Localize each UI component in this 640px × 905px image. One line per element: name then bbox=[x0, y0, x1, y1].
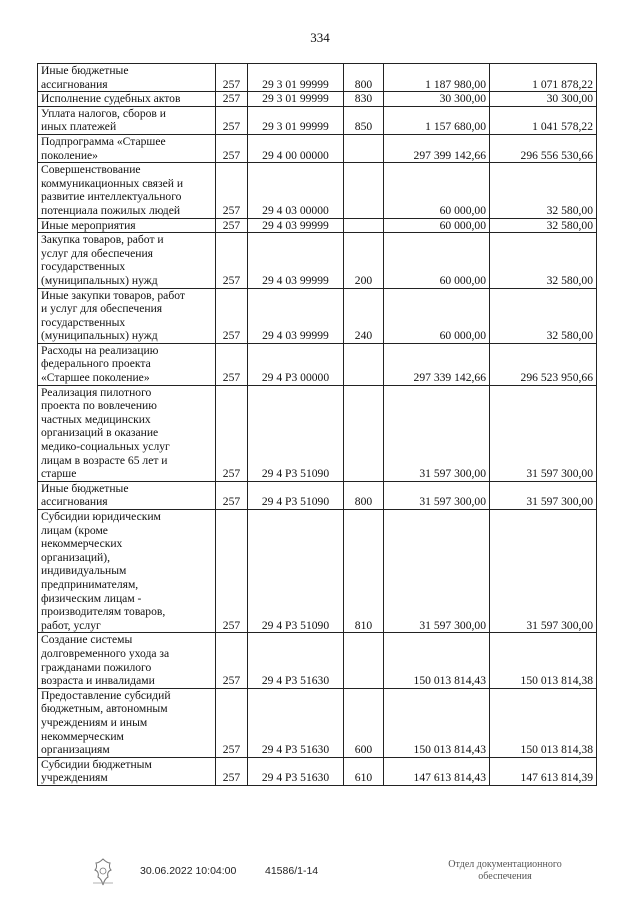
row-sum-second-cell: 31 597 300,00 bbox=[490, 385, 597, 481]
row-code-cell: 257 bbox=[216, 233, 248, 288]
document-footer bbox=[0, 855, 640, 895]
budget-table-body bbox=[38, 64, 597, 786]
row-code-cell: 257 bbox=[216, 510, 248, 633]
table-row bbox=[38, 385, 597, 481]
table-row bbox=[38, 218, 597, 233]
row-sum-second-cell: 1 071 878,22 bbox=[490, 64, 597, 92]
row-article-cell: 29 4 03 99999 bbox=[248, 233, 344, 288]
row-type-cell: 800 bbox=[344, 481, 384, 509]
row-name-cell: Реализация пилотного проекта по вовлечению частных медицинских организаций в оказание медико-социальных услуг лицам в возрасте 65 лет и старше bbox=[38, 385, 216, 481]
row-sum-first-cell: 147 613 814,43 bbox=[384, 757, 490, 785]
row-name-cell: Субсидии бюджетным учреждениям bbox=[38, 757, 216, 785]
row-article-cell: 29 3 01 99999 bbox=[248, 92, 344, 107]
row-code-cell: 257 bbox=[216, 633, 248, 688]
row-code-cell: 257 bbox=[216, 288, 248, 343]
row-name-cell: Создание системы долговременного ухода за гражданами пожилого возраста и инвалидами bbox=[38, 633, 216, 688]
table-row bbox=[38, 757, 597, 785]
row-type-cell bbox=[344, 218, 384, 233]
table-row bbox=[38, 64, 597, 92]
row-sum-first-cell: 150 013 814,43 bbox=[384, 688, 490, 757]
row-type-cell: 200 bbox=[344, 233, 384, 288]
row-sum-second-cell: 150 013 814,38 bbox=[490, 633, 597, 688]
row-article-cell: 29 4 P3 51090 bbox=[248, 481, 344, 509]
row-article-cell: 29 4 P3 00000 bbox=[248, 343, 344, 385]
row-type-cell bbox=[344, 633, 384, 688]
row-sum-first-cell: 297 339 142,66 bbox=[384, 343, 490, 385]
row-sum-second-cell: 296 523 950,66 bbox=[490, 343, 597, 385]
row-type-cell: 810 bbox=[344, 510, 384, 633]
row-type-cell: 240 bbox=[344, 288, 384, 343]
table-row bbox=[38, 288, 597, 343]
row-type-cell bbox=[344, 385, 384, 481]
row-name-cell: Иные закупки товаров, работ и услуг для обеспечения государственных (муниципальных) нужд bbox=[38, 288, 216, 343]
row-name-cell: Совершенствование коммуникационных связей и развитие интеллектуального потенциала пожилых людей bbox=[38, 163, 216, 218]
row-type-cell: 830 bbox=[344, 92, 384, 107]
row-type-cell: 850 bbox=[344, 106, 384, 134]
row-article-cell: 29 4 P3 51630 bbox=[248, 757, 344, 785]
row-type-cell: 610 bbox=[344, 757, 384, 785]
table-row bbox=[38, 633, 597, 688]
row-code-cell: 257 bbox=[216, 92, 248, 107]
row-article-cell: 29 4 P3 51090 bbox=[248, 385, 344, 481]
row-name-cell: Расходы на реализацию федерального проекта «Старшее поколение» bbox=[38, 343, 216, 385]
row-sum-first-cell: 297 399 142,66 bbox=[384, 134, 490, 162]
row-sum-first-cell: 60 000,00 bbox=[384, 233, 490, 288]
row-sum-first-cell: 60 000,00 bbox=[384, 163, 490, 218]
row-code-cell: 257 bbox=[216, 218, 248, 233]
row-sum-second-cell: 296 556 530,66 bbox=[490, 134, 597, 162]
table-row bbox=[38, 134, 597, 162]
row-name-cell: Подпрограмма «Старшее поколение» bbox=[38, 134, 216, 162]
row-sum-first-cell: 1 157 680,00 bbox=[384, 106, 490, 134]
row-sum-first-cell: 31 597 300,00 bbox=[384, 510, 490, 633]
row-name-cell: Уплата налогов, сборов и иных платежей bbox=[38, 106, 216, 134]
row-code-cell: 257 bbox=[216, 134, 248, 162]
row-type-cell bbox=[344, 343, 384, 385]
row-article-cell: 29 4 03 99999 bbox=[248, 288, 344, 343]
row-sum-first-cell: 30 300,00 bbox=[384, 92, 490, 107]
row-name-cell: Закупка товаров, работ и услуг для обеспечения государственных (муниципальных) нужд bbox=[38, 233, 216, 288]
row-article-cell: 29 4 P3 51090 bbox=[248, 510, 344, 633]
footer-registration-number: 41586/1-14 bbox=[265, 865, 319, 877]
row-code-cell: 257 bbox=[216, 64, 248, 92]
page-number: 334 bbox=[310, 30, 330, 45]
row-article-cell: 29 4 P3 51630 bbox=[248, 633, 344, 688]
row-article-cell: 29 4 03 99999 bbox=[248, 218, 344, 233]
footer-department-stamp: Отдел документационного обеспечения bbox=[448, 859, 562, 882]
row-code-cell: 257 bbox=[216, 106, 248, 134]
row-sum-second-cell: 1 041 578,22 bbox=[490, 106, 597, 134]
table-row bbox=[38, 688, 597, 757]
row-type-cell: 800 bbox=[344, 64, 384, 92]
table-row bbox=[38, 163, 597, 218]
row-name-cell: Предоставление субсидий бюджетным, автономным учреждениям и иным некоммерческим организациям bbox=[38, 688, 216, 757]
row-sum-first-cell: 60 000,00 bbox=[384, 288, 490, 343]
row-sum-second-cell: 150 013 814,38 bbox=[490, 688, 597, 757]
row-type-cell: 600 bbox=[344, 688, 384, 757]
table-row bbox=[38, 92, 597, 107]
row-sum-second-cell: 32 580,00 bbox=[490, 163, 597, 218]
row-article-cell: 29 3 01 99999 bbox=[248, 106, 344, 134]
row-name-cell: Иные мероприятия bbox=[38, 218, 216, 233]
row-article-cell: 29 4 P3 51630 bbox=[248, 688, 344, 757]
row-sum-second-cell: 31 597 300,00 bbox=[490, 510, 597, 633]
row-code-cell: 257 bbox=[216, 688, 248, 757]
table-row bbox=[38, 481, 597, 509]
row-sum-second-cell: 32 580,00 bbox=[490, 288, 597, 343]
row-article-cell: 29 4 00 00000 bbox=[248, 134, 344, 162]
row-name-cell: Иные бюджетные ассигнования bbox=[38, 481, 216, 509]
coat-of-arms-icon bbox=[90, 857, 116, 887]
row-type-cell bbox=[344, 163, 384, 218]
row-code-cell: 257 bbox=[216, 385, 248, 481]
table-row bbox=[38, 510, 597, 633]
row-sum-second-cell: 32 580,00 bbox=[490, 218, 597, 233]
row-sum-second-cell: 31 597 300,00 bbox=[490, 481, 597, 509]
row-sum-first-cell: 31 597 300,00 bbox=[384, 481, 490, 509]
row-sum-first-cell: 60 000,00 bbox=[384, 218, 490, 233]
row-sum-second-cell: 30 300,00 bbox=[490, 92, 597, 107]
row-article-cell: 29 3 01 99999 bbox=[248, 64, 344, 92]
row-article-cell: 29 4 03 00000 bbox=[248, 163, 344, 218]
table-row bbox=[38, 106, 597, 134]
budget-table bbox=[37, 63, 597, 786]
row-sum-first-cell: 1 187 980,00 bbox=[384, 64, 490, 92]
row-name-cell: Исполнение судебных актов bbox=[38, 92, 216, 107]
row-sum-second-cell: 147 613 814,39 bbox=[490, 757, 597, 785]
row-code-cell: 257 bbox=[216, 757, 248, 785]
table-row bbox=[38, 233, 597, 288]
footer-datetime: 30.06.2022 10:04:00 bbox=[140, 865, 237, 877]
row-type-cell bbox=[344, 134, 384, 162]
row-sum-first-cell: 31 597 300,00 bbox=[384, 385, 490, 481]
row-code-cell: 257 bbox=[216, 163, 248, 218]
row-code-cell: 257 bbox=[216, 343, 248, 385]
row-name-cell: Иные бюджетные ассигнования bbox=[38, 64, 216, 92]
row-sum-first-cell: 150 013 814,43 bbox=[384, 633, 490, 688]
row-code-cell: 257 bbox=[216, 481, 248, 509]
row-sum-second-cell: 32 580,00 bbox=[490, 233, 597, 288]
table-row bbox=[38, 343, 597, 385]
row-name-cell: Субсидии юридическим лицам (кроме некоммерческих организаций), индивидуальным предпринимателям, физическим лицам - производителям товаров, работ, услуг bbox=[38, 510, 216, 633]
